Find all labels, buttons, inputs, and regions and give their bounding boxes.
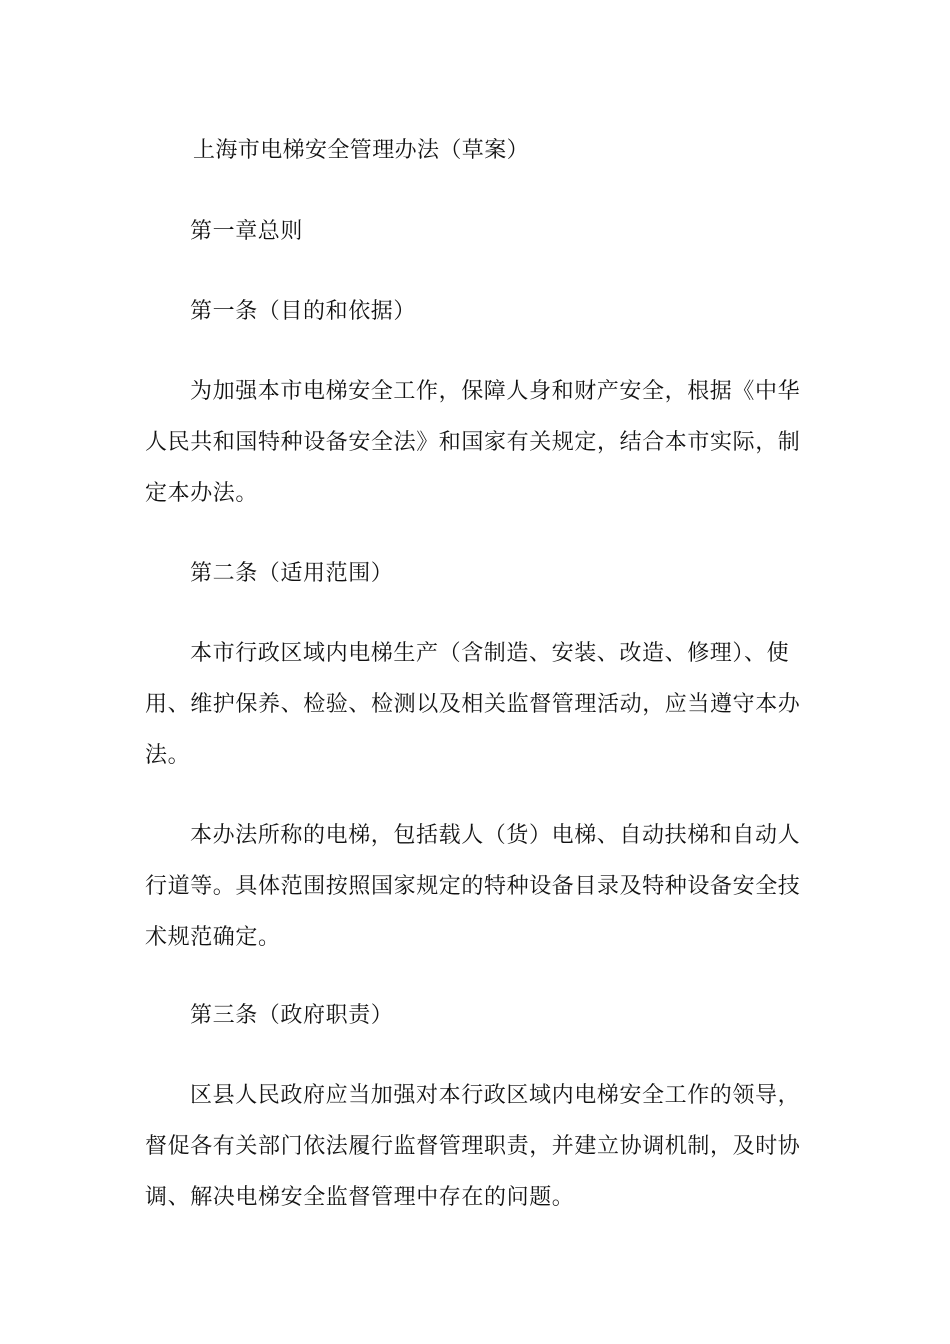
chapter-heading: 第一章总则 xyxy=(190,219,304,244)
article-2-para-2-line-3: 术规范确定。 xyxy=(145,925,281,950)
article-1-line-3: 定本办法。 xyxy=(145,481,259,506)
article-3-line-3: 调、解决电梯安全监督管理中存在的问题。 xyxy=(145,1185,575,1210)
document-title: 上海市电梯安全管理办法（草案） xyxy=(193,138,530,163)
article-2-para-1-line-1: 本市行政区域内电梯生产（含制造、安装、改造、修理）、使 xyxy=(190,641,790,666)
article-3-line-2: 督促各有关部门依法履行监督管理职责，并建立协调机制，及时协 xyxy=(145,1134,801,1159)
article-2-para-1-line-3: 法。 xyxy=(145,743,191,768)
article-1-heading: 第一条（目的和依据） xyxy=(190,299,417,324)
article-2-para-2-line-1: 本办法所称的电梯，包括载人（货）电梯、自动扶梯和自动人 xyxy=(190,823,801,848)
article-2-heading: 第二条（适用范围） xyxy=(190,561,394,586)
article-3-heading: 第三条（政府职责） xyxy=(190,1003,394,1028)
article-3-line-1: 区县人民政府应当加强对本行政区域内电梯安全工作的领导， xyxy=(190,1083,801,1108)
article-2-para-1-line-2: 用、维护保养、检验、检测以及相关监督管理活动，应当遵守本办 xyxy=(145,692,801,717)
article-2-para-2-line-2: 行道等。具体范围按照国家规定的特种设备目录及特种设备安全技 xyxy=(145,874,801,899)
article-1-line-1: 为加强本市电梯安全工作，保障人身和财产安全，根据《中华 xyxy=(190,379,801,404)
article-1-line-2: 人民共和国特种设备安全法》和国家有关规定，结合本市实际，制 xyxy=(145,430,801,455)
